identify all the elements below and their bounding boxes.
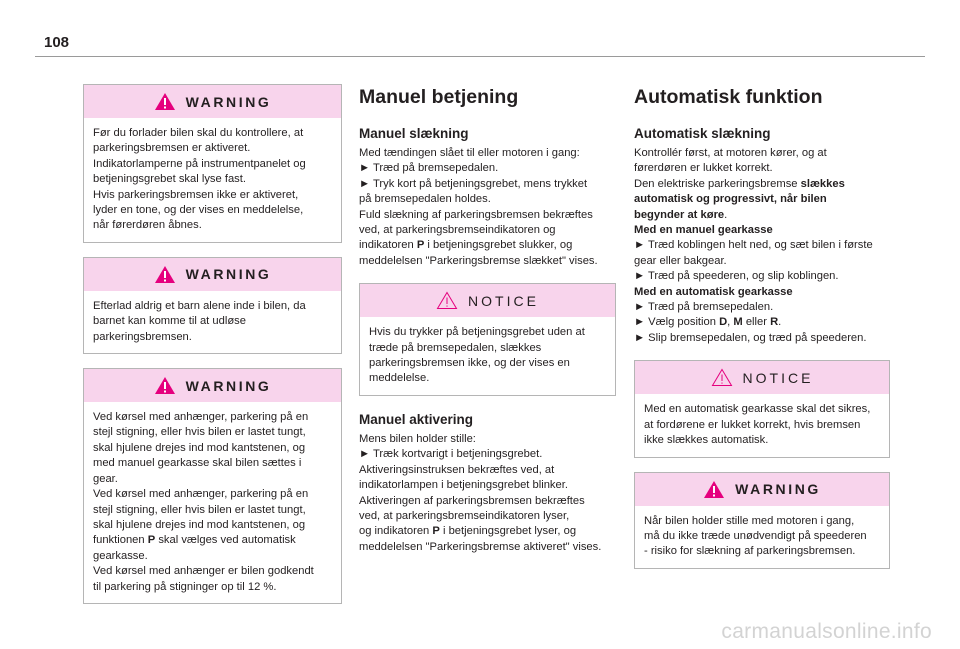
text-line: gear eller bakgear. [634, 254, 727, 267]
text-line: Ved kørsel med anhænger, parkering på en [93, 488, 309, 501]
text-line: førerdøren er lukket korrekt. [634, 162, 773, 175]
text-line: gearkasse. [93, 549, 148, 562]
warning-label: WARNING [185, 377, 272, 394]
indicator-p: P [416, 239, 425, 252]
text-line: ► Træd på bremsepedalen. [359, 162, 499, 175]
text-line: meddelelsen "Parkeringsbremse slækket" vises. [359, 254, 598, 267]
top-divider [35, 56, 925, 57]
subsection-heading: Manuel aktivering [359, 411, 474, 427]
notice-header [360, 284, 615, 317]
warning-box [83, 84, 342, 243]
text-line: indikatorlampen i betjeningsgrebet blinker. [359, 479, 568, 492]
text-line: Mens bilen holder stille: [359, 432, 476, 445]
warning-box [83, 257, 342, 354]
text-line: ► Træd på speederen, og slip koblingen. [634, 270, 839, 283]
text-line: Ved kørsel med anhænger er bilen godkendt [93, 565, 314, 578]
text-line: lyder en tone, og der vises en meddelelse, [93, 204, 304, 217]
text-line [359, 524, 616, 539]
text-run: funktionen [93, 534, 148, 547]
text-run: og indikatoren [359, 525, 433, 538]
warning-header [84, 85, 341, 118]
warning-triangle-icon [703, 480, 725, 499]
warning-triangle-icon [154, 376, 176, 395]
notice-box [359, 283, 616, 396]
right-column [634, 84, 890, 583]
text-line: at fordørene er lukket korrekt, hvis bremsen [644, 418, 861, 431]
text-line: Ved kørsel med anhænger, parkering på en [93, 411, 309, 424]
text-line: - risiko for slækning af parkeringsbremsen. [644, 545, 856, 558]
page-number: 108 [44, 34, 70, 51]
section-title: Manuel betjening [359, 86, 519, 108]
text-run: i betjeningsgrebet lyser, og [439, 525, 577, 538]
text-line: gear. [93, 472, 118, 485]
text-line [93, 533, 332, 548]
notice-label: NOTICE [468, 292, 539, 309]
text-line: skal hjulene drejes ind mod kantstenen, og [93, 518, 306, 531]
text-line: Efterlad aldrig et barn alene inde i bilen, da [93, 299, 306, 312]
text-line: betjeningsgrebet skal lyse fast. [93, 173, 246, 186]
position-r: R [770, 316, 779, 329]
text-line: automatisk og progressivt, når bilen [634, 193, 827, 206]
text-run: i betjeningsgrebet slukker, og [424, 239, 573, 252]
subsection-heading: Automatisk slækning [634, 126, 771, 141]
text-line: Før du forlader bilen skal du kontrollere, at [93, 127, 304, 139]
text-line [634, 177, 890, 192]
text-line: med manuel gearkasse skal bilen sættes i [93, 457, 302, 470]
text-line: på bremsepedalen holdes. [359, 193, 491, 206]
text-line [634, 315, 890, 330]
warning-label: WARNING [185, 93, 272, 110]
text-run: eller [742, 316, 771, 329]
text-line [359, 238, 616, 253]
text-line: ikke slækkes automatisk. [644, 434, 769, 447]
text-line: når førerdøren åbnes. [93, 219, 202, 232]
text-line: stejl stigning, eller hvis bilen er lastet tungt, [93, 426, 306, 439]
text-line: til parkering på stigninger op til 12 %. [93, 580, 277, 593]
section-title: Automatisk funktion [634, 86, 823, 108]
text-run: indikatoren [359, 239, 417, 252]
text-run: . [778, 316, 782, 329]
text-line: ► Træk kortvarigt i betjeningsgrebet. [359, 448, 543, 461]
text-line: parkeringsbremsen er aktiveret. [93, 142, 251, 155]
manual-release-text [359, 146, 616, 269]
text-line: ► Træd på bremsepedalen. [634, 301, 774, 314]
text-run: Den elektriske parkeringsbremse [634, 177, 801, 190]
text-line: parkeringsbremsen ikke, og der vises en [369, 357, 570, 370]
text-line: ► Slip bremsepedalen, og træd på speederen. [634, 331, 867, 344]
text-line: ► Træd koblingen helt ned, og sæt bilen i første [634, 239, 873, 252]
warning-box [83, 368, 342, 604]
automatic-gearbox-heading: Med en automatisk gearkasse [634, 285, 793, 298]
warning-label: WARNING [735, 481, 821, 497]
warning-header [84, 258, 341, 291]
position-p: P [147, 534, 156, 547]
text-line: barnet kan komme til at udløse [93, 315, 246, 328]
notice-triangle-icon [436, 291, 458, 310]
manual-gearbox-heading: Med en manuel gearkasse [634, 224, 773, 237]
warning-triangle-icon [154, 92, 176, 111]
text-line: Fuld slækning af parkeringsbremsen bekræftes [359, 208, 593, 221]
notice-header [635, 361, 889, 394]
text-line: Aktiveringsinstruksen bekræftes ved, at [359, 463, 555, 476]
text-line: Kontrollér først, at motoren kører, og at [634, 147, 827, 159]
warning-box [634, 472, 890, 569]
warning-label: WARNING [185, 266, 272, 283]
notice-box [634, 360, 890, 457]
text-line: træde på bremsepedalen, slækkes [369, 341, 542, 354]
bold-run: slækkes [800, 177, 845, 190]
watermark: carmanualsonline.info [721, 620, 932, 643]
warning-header [635, 473, 889, 506]
text-line [634, 208, 890, 223]
manual-activation-text [359, 432, 616, 555]
text-line: Hvis du trykker på betjeningsgrebet uden at [369, 326, 585, 339]
notice-triangle-icon [711, 368, 733, 387]
warning-header [84, 369, 341, 402]
warning-triangle-icon [154, 265, 176, 284]
position-d: D [719, 316, 728, 329]
text-line: parkeringsbremsen. [93, 330, 192, 343]
text-line: ► Tryk kort på betjeningsgrebet, mens trykket [359, 177, 588, 190]
text-run: , [727, 316, 734, 329]
text-run: ► Vælg position [634, 316, 720, 329]
text-line: stejl stigning, eller hvis bilen er lastet tungt, [93, 503, 306, 516]
text-line: Hvis parkeringsbremsen ikke er aktiveret, [93, 188, 299, 201]
text-line: ved, at parkeringsbremseindikatoren og [359, 224, 556, 237]
text-line: Indikatorlamperne på instrumentpanelet og [93, 157, 306, 170]
text-line: Med en automatisk gearkasse skal det sikres, [644, 403, 871, 416]
text-run: . [724, 208, 728, 221]
bold-run: begynder at køre [634, 208, 725, 221]
left-column [83, 84, 342, 618]
text-line: ved, at parkeringsbremseindikatoren lyser, [359, 509, 570, 522]
text-line: skal hjulene drejes ind mod kantstenen, og [93, 441, 306, 454]
text-line: må du ikke træde unødvendigt på speederen [644, 529, 867, 542]
notice-label: NOTICE [742, 369, 814, 386]
text-run: skal vælges ved automatisk [155, 534, 296, 547]
automatic-release-text [634, 146, 890, 346]
text-line: Når bilen holder stille med motoren i gang, [644, 514, 855, 527]
middle-column [359, 84, 616, 555]
subsection-heading: Manuel slækning [359, 126, 469, 141]
position-m: M [733, 316, 743, 329]
text-line: meddelelse. [369, 372, 430, 385]
text-line: Aktiveringen af parkeringsbremsen bekræftes [359, 494, 585, 507]
text-line: meddelelsen "Parkeringsbremse aktiveret" vises. [359, 540, 602, 553]
text-line: Med tændingen slået til eller motoren i gang: [359, 147, 580, 159]
indicator-p: P [432, 525, 440, 538]
